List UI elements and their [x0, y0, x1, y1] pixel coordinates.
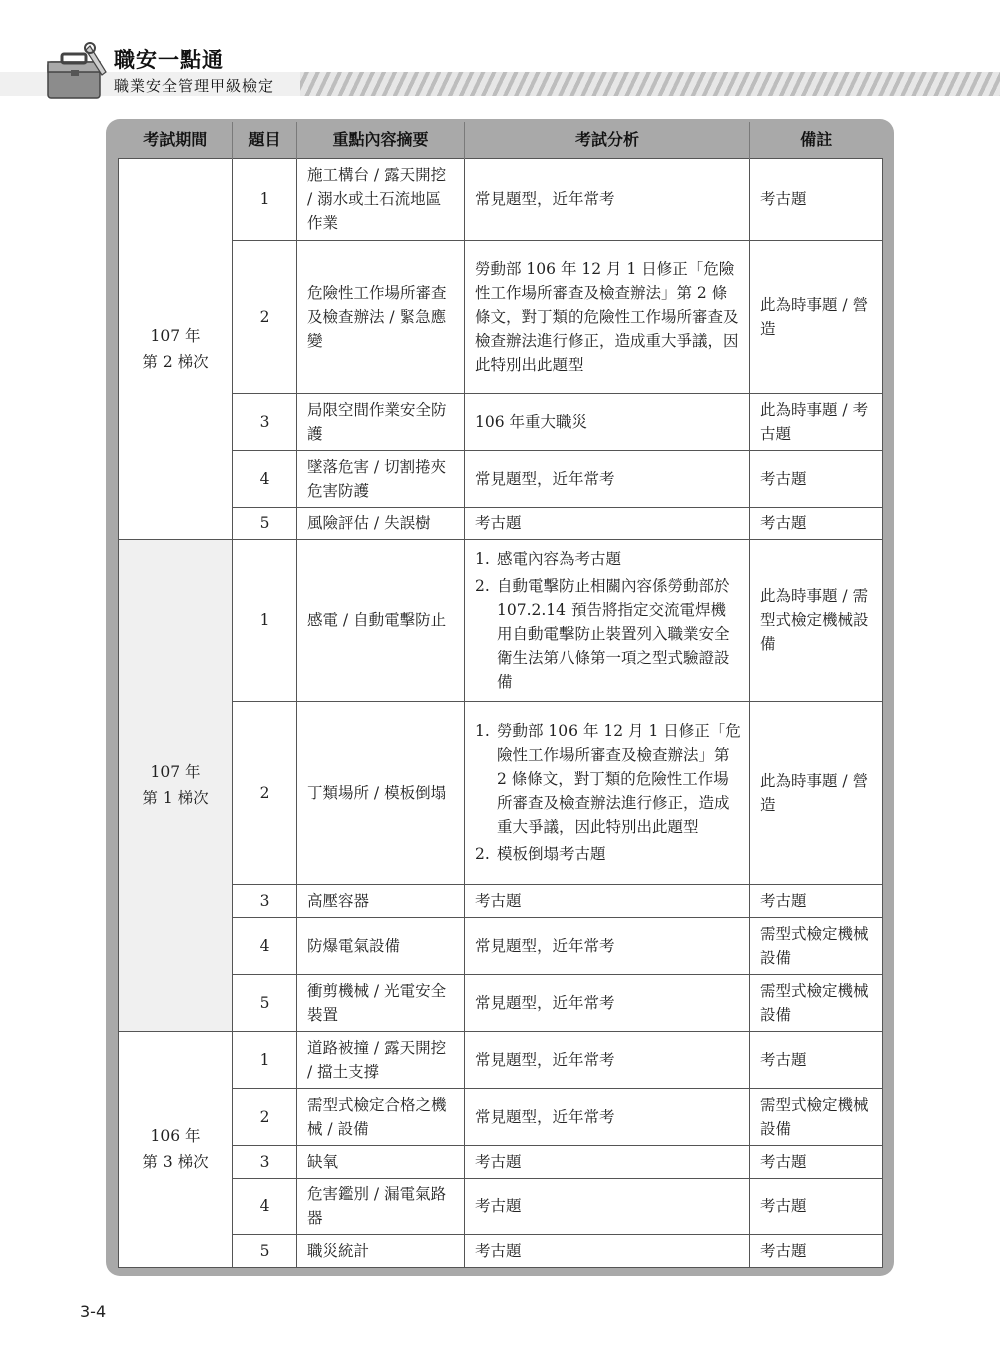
- note-cell: 考古題: [750, 450, 883, 507]
- analysis-cell: 常見題型，近年常考: [465, 1031, 750, 1088]
- header-question-no: 題目: [233, 122, 297, 158]
- period-session: 第 3 梯次: [142, 1153, 209, 1171]
- header-note: 備註: [750, 122, 883, 158]
- topic-cell: 感電 / 自動電擊防止: [297, 539, 465, 701]
- toolbox-icon: [40, 42, 112, 102]
- note-cell: 需型式檢定機械設備: [750, 1088, 883, 1145]
- note-cell: 此為時事題 / 營造: [750, 240, 883, 393]
- analysis-list-cell: [465, 539, 750, 701]
- table-row: [119, 701, 883, 884]
- page-number: 3-4: [80, 1302, 107, 1321]
- question-no: 3: [233, 393, 297, 450]
- list-item: 2. 自動電擊防止相關內容係勞動部於 107.2.14 預告將指定交流電焊機用自動電擊防止裝置列入職業安全衛生法第八條第一項之型式驗證設備: [475, 576, 730, 691]
- list-item: 1. 感電內容為考古題: [475, 549, 622, 568]
- note-cell: 考古題: [750, 158, 883, 240]
- table-row: [119, 1031, 883, 1088]
- topic-cell: 施工構台 / 露天開挖 / 溺水或土石流地區作業: [297, 158, 465, 240]
- list-item-text: 感電內容為考古題: [497, 549, 622, 568]
- table-row: [119, 450, 883, 507]
- period-session: 第 2 梯次: [142, 352, 209, 371]
- topic-cell: 道路被撞 / 露天開挖 / 擋土支撐: [297, 1031, 465, 1088]
- analysis-cell: 常見題型，近年常考: [465, 974, 750, 1031]
- question-no: 3: [233, 884, 297, 917]
- question-no: 5: [233, 974, 297, 1031]
- question-no: 1: [233, 1031, 297, 1088]
- table-row: [119, 393, 883, 450]
- table-row: [119, 507, 883, 539]
- topic-cell: 風險評估 / 失誤樹: [297, 507, 465, 539]
- analysis-cell: 常見題型，近年常考: [465, 158, 750, 240]
- list-item: 1. 勞動部 106 年 12 月 1 日修正「危險性工作場所審查及檢查辦法」第 2 條條文，對丁類的危險性工作場所審查及檢查辦法進行修正，造成重大爭議，因此特別出此題型: [475, 722, 741, 836]
- analysis-list-cell: [465, 701, 750, 884]
- analysis-cell: 勞動部 106 年 12 月 1 日修正「危險性工作場所審查及檢查辦法」第 2 條條文，對丁類的危險性工作場所審查及檢查辦法進行修正，造成重大爭議，因此特別出此題型: [465, 240, 750, 393]
- list-item-text: 勞動部 106 年 12 月 1 日修正「危險性工作場所審查及檢查辦法」第 2 條條文，對丁類的危險性工作場所審查及檢查辦法進行修正，造成重大爭議，因此特別出此題型: [497, 722, 741, 836]
- note-cell: 考古題: [750, 1031, 883, 1088]
- question-no: 5: [233, 1234, 297, 1267]
- analysis-cell: 常見題型，近年常考: [465, 1088, 750, 1145]
- note-cell: 需型式檢定機械設備: [750, 974, 883, 1031]
- table-row: [119, 884, 883, 917]
- book-title: 職安一點通: [114, 48, 224, 72]
- question-no: 4: [233, 917, 297, 974]
- question-no: 4: [233, 1178, 297, 1234]
- analysis-cell: 考古題: [465, 1178, 750, 1234]
- table-row: [119, 917, 883, 974]
- analysis-list: [475, 719, 741, 866]
- note-cell: 考古題: [750, 1178, 883, 1234]
- topic-cell: 需型式檢定合格之機械 / 設備: [297, 1088, 465, 1145]
- table-row: [119, 539, 883, 701]
- table-row: [119, 1234, 883, 1267]
- table-row: [119, 1145, 883, 1178]
- topic-cell: 防爆電氣設備: [297, 917, 465, 974]
- table-row: [119, 1088, 883, 1145]
- question-no: 2: [233, 701, 297, 884]
- topic-cell: 危險性工作場所審查及檢查辦法 / 緊急應變: [297, 240, 465, 393]
- period-year: 106 年: [150, 1127, 201, 1145]
- period-session: 第 1 梯次: [142, 789, 209, 807]
- note-cell: 考古題: [750, 884, 883, 917]
- question-no: 2: [233, 1088, 297, 1145]
- analysis-cell: 106 年重大職災: [465, 393, 750, 450]
- analysis-cell: 考古題: [465, 507, 750, 539]
- question-no: 1: [233, 158, 297, 240]
- page-header: [0, 0, 1000, 110]
- analysis-list: [475, 547, 741, 694]
- analysis-cell: 考古題: [465, 1234, 750, 1267]
- analysis-cell: 考古題: [465, 884, 750, 917]
- note-cell: 需型式檢定機械設備: [750, 917, 883, 974]
- header-period: 考試期間: [119, 122, 233, 158]
- note-cell: 考古題: [750, 1234, 883, 1267]
- question-no: 5: [233, 507, 297, 539]
- header-analysis: 考試分析: [465, 122, 750, 158]
- question-no: 1: [233, 539, 297, 701]
- period-cell: [119, 1031, 233, 1267]
- table-header-row: [119, 122, 883, 158]
- topic-cell: 墜落危害 / 切割捲夾危害防護: [297, 450, 465, 507]
- table-row: [119, 240, 883, 393]
- topic-cell: 高壓容器: [297, 884, 465, 917]
- note-cell: 考古題: [750, 1145, 883, 1178]
- note-cell: 此為時事題 / 需型式檢定機械設備: [750, 539, 883, 701]
- analysis-cell: 考古題: [465, 1145, 750, 1178]
- header-topic: 重點內容摘要: [297, 122, 465, 158]
- book-subtitle: 職業安全管理甲級檢定: [114, 77, 275, 95]
- note-cell: 考古題: [750, 507, 883, 539]
- period-cell: [119, 539, 233, 1031]
- topic-cell: 缺氧: [297, 1145, 465, 1178]
- note-cell: 此為時事題 / 考古題: [750, 393, 883, 450]
- period-year: 107 年: [150, 326, 201, 345]
- period-year: 107 年: [150, 763, 201, 781]
- question-no: 2: [233, 240, 297, 393]
- topic-cell: 局限空間作業安全防護: [297, 393, 465, 450]
- list-item: 2. 模板倒塌考古題: [475, 845, 606, 863]
- question-no: 3: [233, 1145, 297, 1178]
- list-item-text: 自動電擊防止相關內容係勞動部於 107.2.14 預告將指定交流電焊機用自動電擊防止裝置列入職業安全衛生法第八條第一項之型式驗證設備: [497, 576, 730, 691]
- topic-cell: 職災統計: [297, 1234, 465, 1267]
- exam-analysis-table: [118, 122, 883, 1268]
- topic-cell: 危害鑑別 / 漏電氣路器: [297, 1178, 465, 1234]
- note-cell: 此為時事題 / 營造: [750, 701, 883, 884]
- analysis-cell: 常見題型，近年常考: [465, 450, 750, 507]
- period-cell: [119, 158, 233, 539]
- table-row: [119, 1178, 883, 1234]
- question-no: 4: [233, 450, 297, 507]
- topic-cell: 衝剪機械 / 光電安全裝置: [297, 974, 465, 1031]
- list-item-text: 模板倒塌考古題: [497, 845, 606, 863]
- analysis-cell: 常見題型，近年常考: [465, 917, 750, 974]
- table-row: [119, 158, 883, 240]
- topic-cell: 丁類場所 / 模板倒塌: [297, 701, 465, 884]
- table-row: [119, 974, 883, 1031]
